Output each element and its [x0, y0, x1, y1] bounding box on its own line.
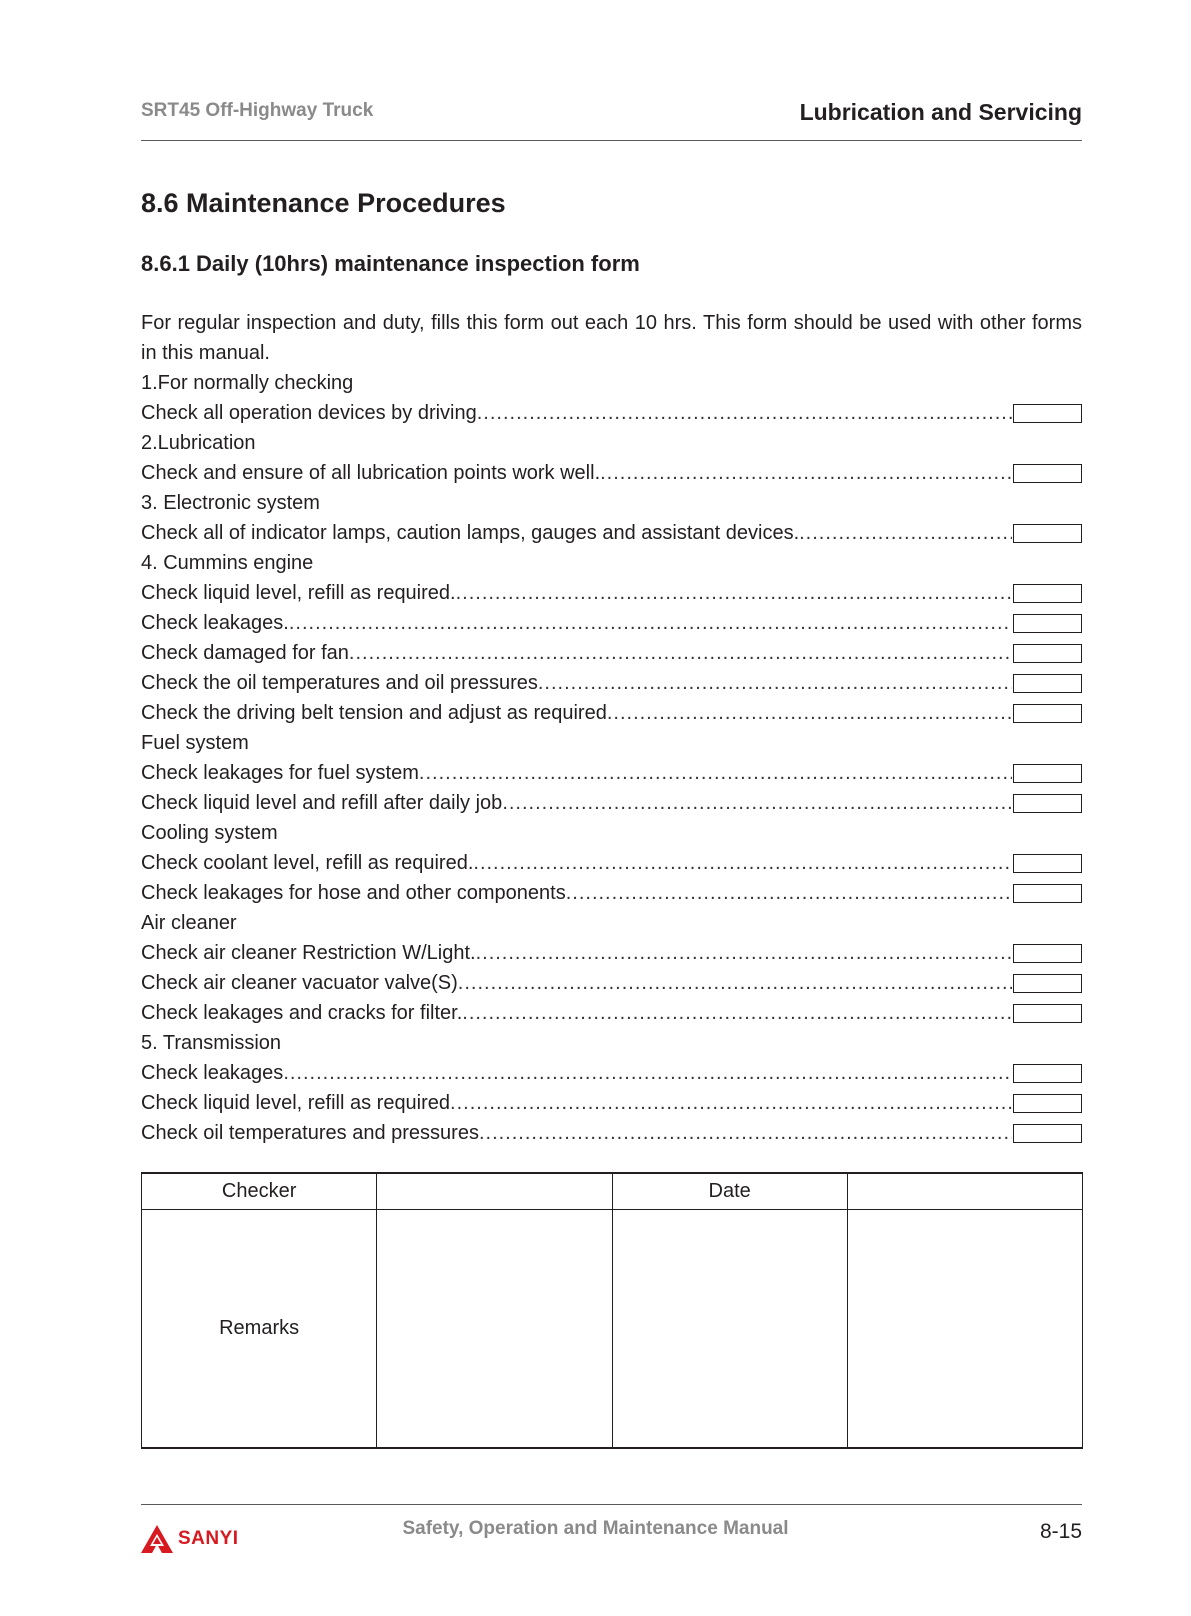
check-box[interactable] — [1013, 584, 1082, 603]
dot-leader — [476, 938, 1012, 968]
footer-divider — [141, 1504, 1082, 1505]
check-box[interactable] — [1013, 794, 1082, 813]
check-item-label: Check all operation devices by driving — [141, 402, 477, 424]
date-field[interactable] — [847, 1173, 1082, 1210]
check-item-label: Check oil temperatures and pressures — [141, 1122, 479, 1144]
check-item-label: Check all of indicator lamps, caution lamps, gauges and assistant devices. — [141, 522, 800, 544]
group-heading: Fuel system — [141, 732, 249, 754]
group-heading: 3. Electronic system — [141, 492, 320, 514]
check-item-label: Check and ensure of all lubrication points work well. — [141, 462, 601, 484]
signoff-table — [141, 1172, 1083, 1449]
check-item — [141, 758, 1082, 788]
check-item — [141, 938, 1082, 968]
check-item — [141, 878, 1082, 908]
group-heading: 4. Cummins engine — [141, 552, 314, 574]
dot-leader — [458, 968, 1012, 998]
check-box[interactable] — [1013, 524, 1082, 543]
section-title: 8.6 Maintenance Procedures — [141, 188, 506, 218]
check-item-label: Check leakages and cracks for filter. — [141, 1002, 463, 1024]
check-item — [141, 668, 1082, 698]
check-box[interactable] — [1013, 1064, 1082, 1083]
remarks-field[interactable] — [612, 1210, 847, 1449]
form-content — [141, 308, 1082, 1148]
group-heading: 5. Transmission — [141, 1032, 282, 1054]
check-item-label: Check damaged for fan — [141, 642, 349, 664]
check-item — [141, 968, 1082, 998]
check-box[interactable] — [1013, 854, 1082, 873]
dot-leader — [502, 788, 1012, 818]
check-box[interactable] — [1013, 644, 1082, 663]
check-box[interactable] — [1013, 1094, 1082, 1113]
check-item — [141, 1118, 1082, 1148]
check-item-label: Check air cleaner Restriction W/Light. — [141, 942, 476, 964]
checker-label: Checker — [142, 1173, 377, 1210]
page-number: 8-15 — [1039, 1520, 1082, 1543]
remarks-field[interactable] — [847, 1210, 1082, 1449]
check-box[interactable] — [1013, 1124, 1082, 1143]
check-item-label: Check air cleaner vacuator valve(S) — [141, 972, 458, 994]
check-box[interactable] — [1013, 464, 1082, 483]
check-item — [141, 458, 1082, 488]
dot-leader — [456, 578, 1012, 608]
check-item — [141, 1088, 1082, 1118]
date-label: Date — [612, 1173, 847, 1210]
header-chapter-title: Lubrication and Servicing — [799, 99, 1082, 125]
dot-leader — [479, 1118, 1012, 1148]
check-item-label: Check coolant level, refill as required. — [141, 852, 474, 874]
check-box[interactable] — [1013, 614, 1082, 633]
table-row — [142, 1173, 1083, 1210]
group-heading: 2.Lubrication — [141, 432, 256, 454]
dot-leader — [450, 1088, 1012, 1118]
header-product-title: SRT45 Off-Highway Truck — [141, 100, 374, 121]
check-item — [141, 788, 1082, 818]
check-item — [141, 398, 1082, 428]
group-heading: Air cleaner — [141, 912, 237, 934]
logo-text: SANYI — [178, 1528, 239, 1549]
subsection-title: 8.6.1 Daily (10hrs) maintenance inspection form — [141, 251, 640, 276]
check-box[interactable] — [1013, 404, 1082, 423]
check-item-label: Check leakages. — [141, 612, 289, 634]
check-box[interactable] — [1013, 704, 1082, 723]
check-item — [141, 1058, 1082, 1088]
dot-leader — [566, 878, 1012, 908]
check-box[interactable] — [1013, 884, 1082, 903]
dot-leader — [799, 518, 1012, 548]
dot-leader — [289, 608, 1012, 638]
intro-paragraph: For regular inspection and duty, fills this form out each 10 hrs. This form should be used with other forms in this manual. — [141, 312, 1082, 364]
check-item-label: Check leakages for fuel system — [141, 762, 419, 784]
dot-leader — [473, 848, 1012, 878]
check-box[interactable] — [1013, 974, 1082, 993]
check-item-label: Check liquid level and refill after daily job — [141, 792, 503, 814]
group-heading: 1.For normally checking — [141, 372, 354, 394]
dot-leader — [538, 668, 1012, 698]
remarks-field[interactable] — [377, 1210, 612, 1449]
dot-leader — [283, 1058, 1012, 1088]
check-item-label: Check leakages for hose and other components — [141, 882, 566, 904]
check-item — [141, 998, 1082, 1028]
header-divider — [141, 140, 1082, 141]
check-item-label: Check the driving belt tension and adjust as required — [141, 702, 607, 724]
footer-manual-title: Safety, Operation and Maintenance Manual — [402, 1518, 789, 1539]
remarks-label: Remarks — [142, 1210, 377, 1449]
table-row — [142, 1210, 1083, 1449]
check-item — [141, 698, 1082, 728]
inspection-list — [141, 368, 1082, 1148]
check-item — [141, 608, 1082, 638]
check-box[interactable] — [1013, 944, 1082, 963]
check-item-label: Check liquid level, refill as required — [141, 1092, 451, 1114]
check-box[interactable] — [1013, 1004, 1082, 1023]
check-item — [141, 848, 1082, 878]
dot-leader — [462, 998, 1012, 1028]
dot-leader — [600, 458, 1012, 488]
check-box[interactable] — [1013, 764, 1082, 783]
check-item-label: Check leakages — [141, 1062, 284, 1084]
check-item — [141, 518, 1082, 548]
dot-leader — [607, 698, 1012, 728]
check-item — [141, 638, 1082, 668]
check-item-label: Check liquid level, refill as required. — [141, 582, 456, 604]
dot-leader — [477, 398, 1012, 428]
checker-field[interactable] — [377, 1173, 612, 1210]
check-item — [141, 578, 1082, 608]
check-item-label: Check the oil temperatures and oil pressures — [141, 672, 538, 694]
group-heading: Cooling system — [141, 822, 278, 844]
check-box[interactable] — [1013, 674, 1082, 693]
dot-leader — [349, 638, 1012, 668]
dot-leader — [419, 758, 1012, 788]
